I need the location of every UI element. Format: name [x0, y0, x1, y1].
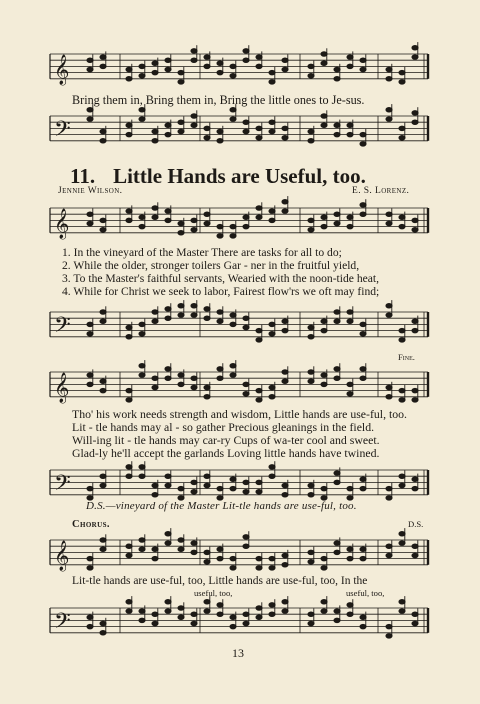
staff-bass [0, 308, 480, 348]
chorus-lyric: Lit-tle hands are use-ful, too, Little hands are use-ful, too, In the [72, 575, 368, 587]
clef-icon: 𝄢 [54, 608, 71, 639]
staff-bass [0, 112, 480, 152]
refrain-line: Tho' his work needs strength and wisdom, Little hands are use-ful, too. [72, 407, 407, 421]
staff-treble [0, 368, 480, 408]
clef-icon: 𝄞 [54, 540, 70, 571]
top-lyric: Bring them in, Bring them in, Bring the little ones to Je-sus. [72, 93, 365, 107]
clef-icon: 𝄢 [54, 116, 71, 147]
refrain-line: Lit - tle hands may al - so gather Precious gleanings in the field. [72, 420, 375, 434]
chorus-label: Chorus. [72, 519, 110, 530]
clef-icon: 𝄢 [54, 312, 71, 343]
staff-treble [0, 204, 480, 244]
verse-line: 1. In the vineyard of the Master There are tasks for all to do; [62, 246, 342, 259]
clef-icon: 𝄞 [54, 208, 70, 239]
hymn-title: Little Hands are Useful, too. [113, 164, 366, 188]
verse-line: 2. While the older, stronger toilers Gar - ner in the fruitful yield, [62, 259, 360, 272]
page-number: 13 [232, 646, 244, 660]
composer: E. S. Lorenz. [352, 186, 410, 196]
clef-icon: 𝄞 [54, 54, 70, 85]
staff-treble [0, 536, 480, 576]
verse-line: 3. To the Master's faithful servants, Wearied with the noon-tide heat, [62, 272, 380, 285]
echo-text: useful, too, [346, 588, 385, 598]
verse-line: 4. While for Christ we seek to labor, Fairest flow'rs we oft may find; [62, 285, 380, 298]
author: Jennie Wilson. [58, 186, 123, 196]
clef-icon: 𝄢 [54, 470, 71, 501]
clef-icon: 𝄞 [54, 372, 70, 403]
hymn-number: 11. [70, 164, 96, 188]
staff-treble [0, 50, 480, 90]
ds-line: D.S.—vineyard of the Master Lit-tle hands are use-ful, too. [86, 500, 357, 512]
refrain-line: Glad-ly he'll accept the garlands Loving little hands have twined. [72, 446, 380, 460]
refrain-line: Will-ing lit - tle hands may car-ry Cups of wa-ter cool and sweet. [72, 433, 380, 447]
fine-mark: Fine. [398, 352, 415, 362]
ds-mark: D.S. [408, 519, 424, 529]
staff-bass [0, 604, 480, 644]
echo-text: useful, too, [194, 588, 233, 598]
